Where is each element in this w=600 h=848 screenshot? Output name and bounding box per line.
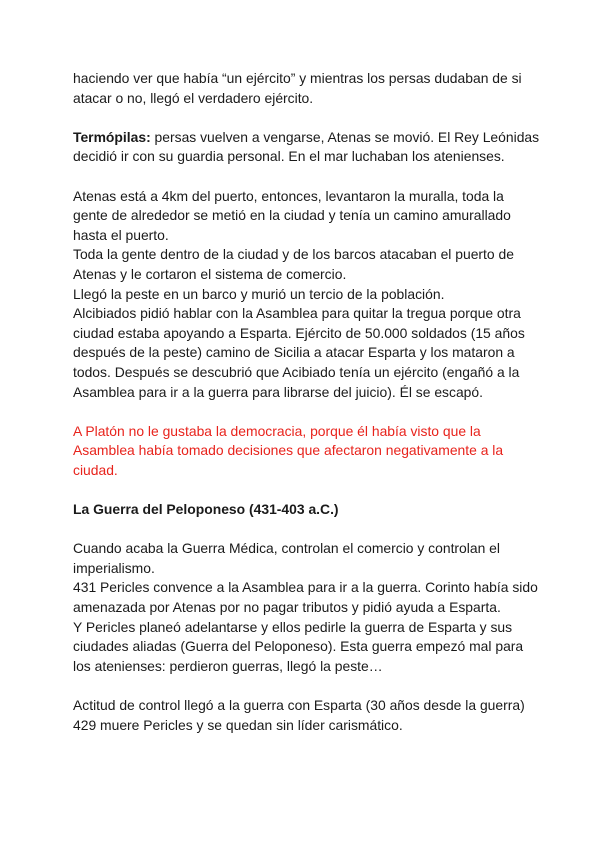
paragraph-actitud-control: Actitud de control llegó a la guerra con Esparta (30 años desde la guerra) 429 muere Pericles y se quedan sin líder carismático.	[73, 697, 525, 733]
termopilas-text: persas vuelven a vengarse, Atenas se movió. El Rey Leónidas decidió ir con su guardia personal. En el mar luchaban los atenienses.	[73, 128, 540, 165]
paragraph-pericles-asamblea: 431 Pericles convence a la Asamblea para ir a la guerra. Corinto había sido amenazada por Atenas por no pagar tributos y pidió ayuda a Esparta.	[73, 579, 538, 616]
paragraph-intro: haciendo ver que había “un ejército” y mientras los persas dudaban de si atacar o no, llegó el verdadero ejército.	[73, 70, 522, 106]
termopilas-label: Termópilas:	[73, 128, 151, 145]
section-heading	[73, 500, 540, 520]
paragraph-platon: A Platón no le gustaba la democracia, porque él había visto que la Asamblea había tomado decisiones que afectaron negativamente a la ciudad.	[73, 422, 504, 478]
paragraph-puerto: Toda la gente dentro de la ciudad y de los barcos atacaban el puerto de Atenas y le cortaron el sistema de comercio.	[73, 246, 514, 282]
paragraph-guerra-medica: Cuando acaba la Guerra Médica, controlan el comercio y controlan el imperialismo.	[73, 540, 500, 576]
paragraph-muralla: Atenas está a 4km del puerto, entonces, levantaron la muralla, toda la gente de alrededor se metió en la ciudad y tenía un camino amurallado hasta el puerto.	[73, 187, 511, 243]
paragraph-peste: Llegó la peste en un barco y murió un tercio de la población.	[73, 285, 445, 302]
paragraph-alcibiados: Alcibiados pidió hablar con la Asamblea para quitar la tregua porque otra ciudad estaba apoyando a Esparta. Ejército de 50.000 soldados (15 años después de la peste) camino de Sicilia a atacar Esparta y los mataron a todos. Después se descubrió que Acibiado tenía un ejército (engañó a la Asamblea para ir a la guerra para librarse del juicio). Él se escapó.	[73, 305, 525, 400]
paragraph-termopilas	[73, 128, 540, 167]
section-heading-text: La Guerra del Peloponeso (431-403 a.C.)	[73, 501, 339, 518]
paragraph-pericles-planeo: Y Pericles planeó adelantarse y ellos pedirle la guerra de Esparta y sus ciudades aliadas (Guerra del Peloponeso). Esta guerra empezó mal para los atenienses: perdieron guerras, llegó la peste…	[73, 618, 524, 674]
